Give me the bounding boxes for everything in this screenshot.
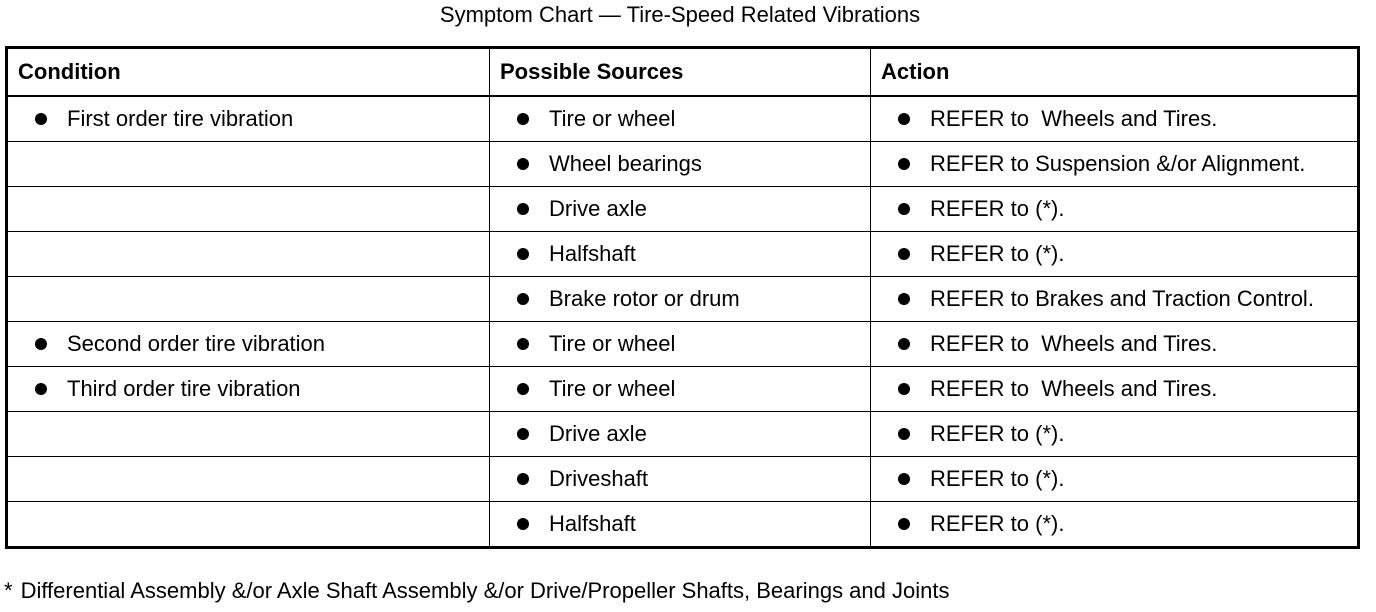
source-cell — [490, 367, 871, 412]
condition-cell — [7, 502, 490, 548]
header-possible-sources: Possible Sources — [490, 48, 871, 97]
bullet-item — [881, 288, 1357, 310]
condition-cell — [7, 142, 490, 187]
table-row — [7, 412, 1359, 457]
source-text: Tire or wheel — [549, 331, 676, 356]
bullet-item — [881, 468, 1357, 490]
bullet-item — [881, 108, 1357, 130]
bullet-icon — [517, 158, 529, 170]
bullet-icon — [898, 383, 910, 395]
table-row — [7, 457, 1359, 502]
bullet-item — [18, 333, 489, 355]
bullet-icon — [898, 158, 910, 170]
action-text: REFER to (*). — [930, 511, 1065, 536]
action-text: REFER to (*). — [930, 421, 1065, 446]
bullet-icon — [898, 518, 910, 530]
header-condition: Condition — [7, 48, 490, 97]
table-row — [7, 142, 1359, 187]
bullet-icon — [517, 113, 529, 125]
bullet-item — [500, 198, 870, 220]
bullet-item — [881, 153, 1357, 175]
bullet-item — [500, 513, 870, 535]
condition-cell — [7, 412, 490, 457]
condition-cell — [7, 457, 490, 502]
bullet-item — [500, 288, 870, 310]
source-text: Brake rotor or drum — [549, 286, 740, 311]
bullet-icon — [517, 338, 529, 350]
bullet-item — [881, 333, 1357, 355]
bullet-icon — [898, 428, 910, 440]
action-text: REFER to Suspension &/or Alignment. — [930, 151, 1306, 176]
condition-cell — [7, 367, 490, 412]
condition-cell — [7, 232, 490, 277]
condition-text: First order tire vibration — [67, 106, 294, 131]
bullet-icon — [35, 383, 47, 395]
source-cell — [490, 96, 871, 142]
bullet-icon — [35, 113, 47, 125]
bullet-item — [500, 153, 870, 175]
bullet-icon — [898, 338, 910, 350]
action-cell — [871, 322, 1359, 367]
bullet-icon — [898, 473, 910, 485]
source-cell — [490, 502, 871, 548]
condition-cell — [7, 322, 490, 367]
bullet-icon — [517, 518, 529, 530]
action-text: REFER to Brakes and Traction Control. — [930, 286, 1314, 311]
source-cell — [490, 232, 871, 277]
action-text: REFER to Wheels and Tires. — [930, 331, 1218, 356]
action-cell — [871, 96, 1359, 142]
bullet-item — [881, 243, 1357, 265]
table-row — [7, 502, 1359, 548]
table-row — [7, 232, 1359, 277]
chart-title: Symptom Chart — Tire-Speed Related Vibrations — [439, 2, 921, 27]
bullet-icon — [898, 293, 910, 305]
footnote-text: Differential Assembly &/or Axle Shaft Assembly &/or Drive/Propeller Shafts, Bearings and Joints — [20, 578, 950, 603]
source-text: Halfshaft — [549, 241, 636, 266]
bullet-icon — [35, 338, 47, 350]
bullet-icon — [898, 113, 910, 125]
table-row — [7, 277, 1359, 322]
bullet-item — [881, 423, 1357, 445]
source-cell — [490, 457, 871, 502]
action-text: REFER to (*). — [930, 241, 1065, 266]
source-text: Tire or wheel — [549, 376, 676, 401]
table-row — [7, 96, 1359, 142]
source-cell — [490, 187, 871, 232]
condition-text: Second order tire vibration — [67, 331, 326, 356]
source-text: Drive axle — [549, 421, 647, 446]
bullet-item — [881, 378, 1357, 400]
bullet-icon — [517, 473, 529, 485]
source-cell — [490, 142, 871, 187]
table-row — [7, 367, 1359, 412]
bullet-item — [500, 243, 870, 265]
bullet-item — [18, 378, 489, 400]
header-action: Action — [871, 48, 1359, 97]
bullet-icon — [517, 248, 529, 260]
symptom-table — [5, 46, 1360, 549]
action-cell — [871, 412, 1359, 457]
bullet-item — [18, 108, 489, 130]
action-cell — [871, 142, 1359, 187]
table-body — [7, 96, 1359, 548]
table-header-row — [7, 48, 1359, 97]
bullet-icon — [898, 203, 910, 215]
bullet-item — [500, 378, 870, 400]
condition-text: Third order tire vibration — [67, 376, 301, 401]
bullet-icon — [517, 203, 529, 215]
action-cell — [871, 277, 1359, 322]
table-row — [7, 322, 1359, 367]
bullet-item — [500, 423, 870, 445]
footnote — [4, 578, 949, 604]
source-text: Drive axle — [549, 196, 647, 221]
bullet-icon — [517, 293, 529, 305]
action-text: REFER to Wheels and Tires. — [930, 106, 1218, 131]
footnote-mark: * — [4, 578, 13, 603]
action-cell — [871, 502, 1359, 548]
action-text: REFER to (*). — [930, 196, 1065, 221]
condition-cell — [7, 96, 490, 142]
action-cell — [871, 457, 1359, 502]
source-text: Tire or wheel — [549, 106, 676, 131]
bullet-icon — [517, 383, 529, 395]
condition-cell — [7, 187, 490, 232]
condition-cell — [7, 277, 490, 322]
source-cell — [490, 277, 871, 322]
table-row — [7, 187, 1359, 232]
bullet-item — [881, 198, 1357, 220]
source-cell — [490, 322, 871, 367]
action-text: REFER to (*). — [930, 466, 1065, 491]
source-cell — [490, 412, 871, 457]
source-text: Halfshaft — [549, 511, 636, 536]
bullet-item — [881, 513, 1357, 535]
action-cell — [871, 367, 1359, 412]
source-text: Driveshaft — [549, 466, 649, 491]
bullet-icon — [517, 428, 529, 440]
action-text: REFER to Wheels and Tires. — [930, 376, 1218, 401]
bullet-icon — [898, 248, 910, 260]
action-cell — [871, 187, 1359, 232]
bullet-item — [500, 468, 870, 490]
bullet-item — [500, 108, 870, 130]
source-text: Wheel bearings — [549, 151, 702, 176]
action-cell — [871, 232, 1359, 277]
bullet-item — [500, 333, 870, 355]
